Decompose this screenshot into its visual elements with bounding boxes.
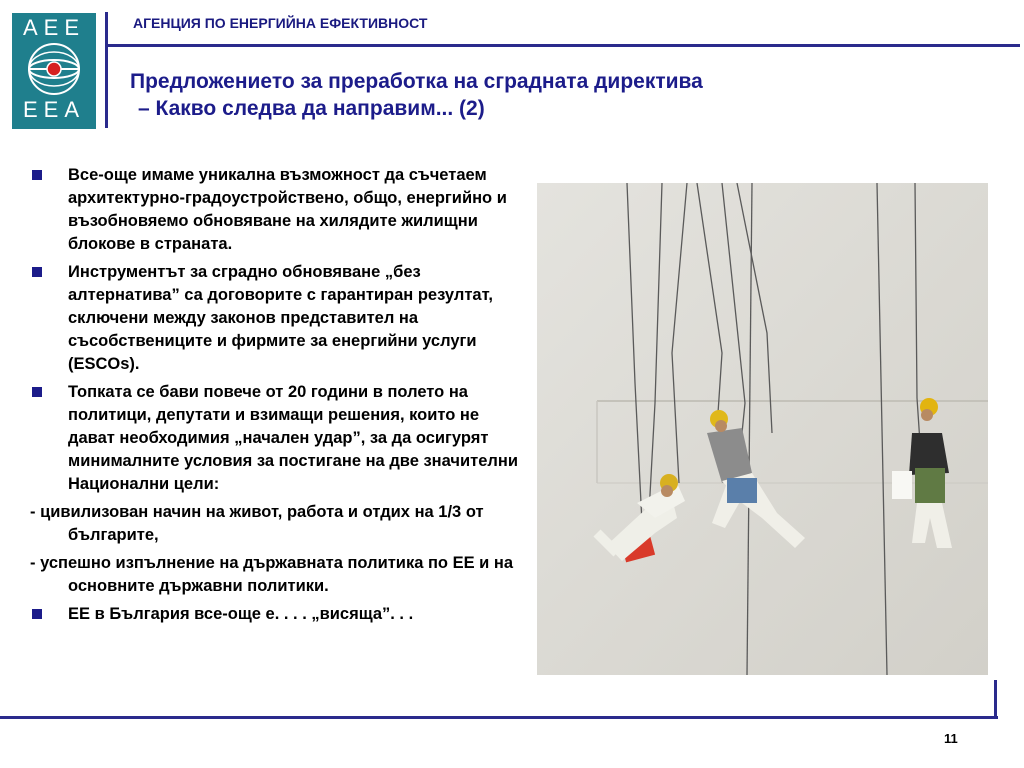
- bullet-item: [30, 603, 530, 626]
- square-bullet-icon: [32, 170, 42, 180]
- footer-horizontal-rule: [0, 716, 998, 719]
- bullet-item: [30, 164, 530, 256]
- bullet-text: Инструментът за сградно обновяване „без алтернатива” са договорите с гарантиран резултат, сключени между законов представител на съсобствениците и фирмите за енергийни услуги (ESCOs).: [68, 263, 494, 373]
- slide-content: [30, 164, 530, 631]
- square-bullet-icon: [32, 609, 42, 619]
- slide-title: [130, 68, 890, 122]
- agency-logo: [12, 13, 96, 129]
- slide-title-line-2: – Какво следва да направим... (2): [138, 97, 485, 120]
- bullet-item: [30, 261, 530, 376]
- globe-icon: [24, 40, 84, 98]
- bullet-text: ЕЕ в България все-още е. . . . „висяща”. . .: [68, 605, 414, 623]
- workers-on-facade-photo: [537, 183, 988, 675]
- bullet-item: [30, 381, 530, 496]
- logo-bottom-text: EEA: [22, 97, 86, 122]
- header-vertical-rule: [105, 12, 108, 128]
- slide-title-line-1: Предложението за преработка на сградната директива: [130, 70, 703, 93]
- dash-item: - цивилизован начин на живот, работа и отдих на 1/3 от българите,: [30, 503, 484, 544]
- square-bullet-icon: [32, 267, 42, 277]
- agency-name: АГЕНЦИЯ ПО ЕНЕРГИЙНА ЕФЕКТИВНОСТ: [133, 15, 428, 31]
- header-horizontal-rule: [106, 44, 1020, 47]
- page-number: 11: [944, 731, 958, 746]
- bullet-text: Все-още имаме уникална възможност да съчетаем архитектурно-градоустройствено, общо, енергийно и възобновяемо обновяване на хилядите жилищни блокове в страната.: [68, 166, 507, 253]
- square-bullet-icon: [32, 387, 42, 397]
- footer-vertical-rule: [994, 680, 997, 718]
- logo-top-text: AEE: [22, 15, 86, 40]
- bullet-text: Топката се бави повече от 20 години в полето на политици, депутати и взимащи решения, които не дават необходимия „начален удар”, за да осигурят минималните условия за постигане на две значителни Национални цели:: [68, 383, 518, 493]
- dash-item: - успешно изпълнение на държавната политика по ЕЕ и на основните държавни политики.: [30, 554, 514, 595]
